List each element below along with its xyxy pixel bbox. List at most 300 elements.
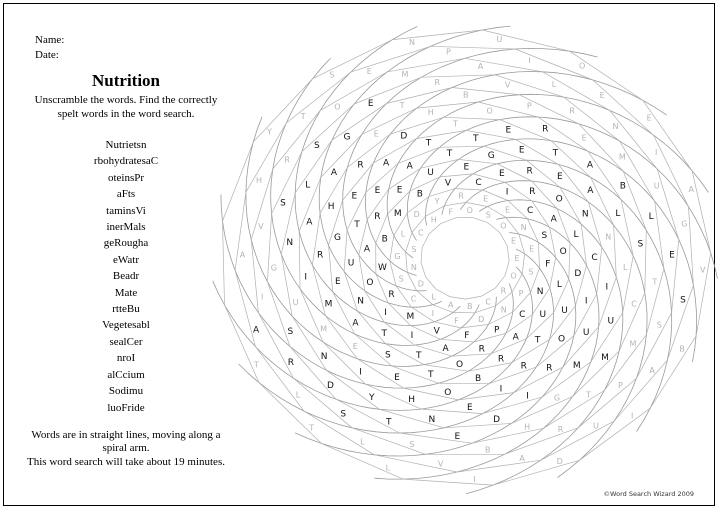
grid-cell-edge (645, 230, 647, 293)
filler-letter: C (418, 228, 424, 238)
grid-cell-edge (512, 340, 549, 363)
answer-letter: B (475, 373, 482, 384)
filler-letter: L (385, 463, 391, 473)
grid-cell-edge (259, 383, 321, 444)
filler-letter: U (496, 35, 503, 44)
answer-letter: P (493, 325, 500, 336)
grid-cell-edge (491, 339, 527, 354)
scrambled-word: Sodimu (108, 385, 144, 398)
answer-letter: R (388, 289, 395, 300)
answer-letter: I (410, 331, 414, 342)
answer-letter: I (304, 272, 308, 283)
filler-letter: E (646, 113, 652, 123)
answer-letter: N (320, 352, 328, 363)
answer-letter: G (343, 132, 351, 143)
grid-cell-edge (436, 289, 450, 297)
grid-cell-edge (527, 219, 538, 243)
answer-letter: T (425, 138, 432, 149)
grid-cell-edge (482, 288, 496, 296)
answer-letter: B (381, 234, 388, 245)
scrambled-word: oteinsPr (107, 171, 145, 184)
grid-cell-edge (440, 146, 485, 147)
filler-letter: T (309, 423, 315, 433)
instructions-text: Unscramble the words. Find the correctly spelt words in the word search. (34, 94, 218, 120)
grid-cell-edge (506, 218, 519, 235)
answer-letter: E (463, 162, 470, 173)
filler-letter: V (437, 459, 444, 469)
scrambled-word: Beadr (112, 270, 140, 283)
grid-cell-edge (403, 479, 493, 485)
answer-letter: T (427, 370, 434, 381)
filler-letter: A (448, 300, 454, 310)
grid-cell-edge (505, 428, 579, 455)
answer-letter: E (374, 186, 381, 197)
filler-letter: F (454, 316, 459, 326)
answer-letter: M (406, 312, 415, 323)
grid-cell-edge (396, 286, 411, 307)
answer-letter: S (541, 231, 548, 242)
answer-letter: R (287, 358, 295, 369)
filler-letter: L (551, 80, 557, 90)
grid-cell-edge (387, 58, 465, 72)
grid-cell-edge (321, 443, 403, 479)
filler-letter: O (510, 271, 517, 281)
filler-letter: O (486, 106, 493, 116)
grid-cell-edge (538, 242, 539, 268)
answer-letter: R (526, 166, 533, 177)
answer-letter: B (416, 189, 423, 200)
filler-letter: O (500, 221, 507, 231)
filler-letter: G (553, 393, 561, 403)
grid-cell-edge (536, 336, 574, 367)
filler-letter: I (261, 292, 264, 302)
answer-letter: N (428, 414, 436, 425)
answer-letter: I (359, 367, 362, 378)
answer-letter: C (591, 252, 598, 263)
filler-letter: I (473, 475, 476, 485)
filler-letter: R (458, 191, 464, 201)
grid-cell-edge (444, 423, 511, 427)
filler-letter: A (649, 366, 655, 375)
filler-letter: E (373, 129, 379, 139)
filler-letter: B (484, 445, 491, 455)
answer-letter: F (464, 331, 470, 342)
answer-letter: E (367, 99, 374, 109)
spiral-arm-line (292, 27, 460, 329)
grid-cell-edge (444, 202, 466, 205)
answer-letter: E (335, 277, 341, 288)
grid-cell-edge (327, 370, 380, 409)
answer-letter: O (557, 334, 566, 345)
filler-letter: Y (434, 196, 440, 206)
filler-letter: E (510, 236, 517, 246)
grid-cell-edge (255, 347, 304, 412)
grid-cell-edge (604, 335, 646, 391)
answer-letter: A (406, 161, 413, 172)
filler-letter: R (500, 286, 507, 296)
answer-letter: I (605, 282, 609, 293)
grid-cell-edge (258, 313, 293, 379)
answer-letter: I (526, 391, 529, 402)
filler-letter: L (431, 292, 436, 302)
answer-letter: L (648, 212, 654, 223)
answer-letter: E (394, 373, 400, 384)
answer-letter: O (444, 387, 452, 398)
answer-letter: D (327, 380, 334, 391)
date-label: Date: (35, 49, 59, 61)
filler-letter: S (398, 274, 404, 284)
footer-line-1: Words are in straight lines, moving along a spiral arm. (31, 428, 221, 455)
answer-letter: Y (368, 392, 375, 403)
filler-letter: M (320, 324, 328, 334)
grid-cell-edge (302, 104, 354, 152)
answer-letter: C (475, 177, 482, 188)
answer-letter: T (552, 148, 559, 159)
grid-cell-edge (390, 261, 396, 286)
filler-letter: I (528, 56, 531, 65)
filler-letter: D (478, 314, 485, 324)
answer-letter: L (556, 280, 562, 291)
filler-letter: A (688, 185, 694, 194)
filler-letter: I (631, 411, 634, 421)
filler-letter: U (292, 298, 299, 308)
filler-letter: E (514, 254, 520, 263)
answer-letter: E (351, 191, 358, 202)
answer-letter: A (550, 214, 557, 225)
grid-cell-edge (344, 271, 357, 311)
grid-cell-edge (560, 187, 581, 224)
answer-letter: U (582, 328, 590, 338)
filler-letter: B (679, 344, 685, 354)
grid-cell-edge (557, 209, 570, 243)
filler-letter: F (448, 207, 454, 217)
filler-letter: R (284, 155, 290, 165)
grid-cell-edge (417, 291, 433, 305)
grid-cell-edge (511, 397, 572, 424)
scrambled-word: alCcium (107, 368, 145, 381)
grid-cell-edge (581, 224, 586, 265)
answer-letter: H (408, 394, 416, 405)
filler-letter: D (556, 457, 563, 467)
filler-letter: O (334, 102, 341, 112)
answer-letter: F (545, 259, 551, 270)
answer-letter: R (478, 344, 485, 355)
grid-cell-edge (614, 225, 617, 277)
answer-letter: T (386, 417, 392, 428)
grid-cell-edge (620, 141, 658, 201)
answer-letter: S (385, 350, 391, 361)
answer-letter: E (498, 169, 505, 179)
filler-letter: L (400, 229, 406, 239)
answer-letter: A (253, 325, 260, 336)
grid-cell-edge (429, 189, 455, 197)
grid-cell-edge (455, 189, 483, 190)
answer-letter: C (519, 309, 526, 320)
grid-cell-edge (390, 235, 394, 260)
answer-letter: U (561, 305, 568, 316)
answer-letter: V (433, 326, 440, 337)
grid-cell-edge (421, 409, 483, 414)
grid-cell-edge (578, 378, 636, 427)
answer-letter: U (607, 316, 615, 327)
scrambled-word: eWatr (113, 253, 139, 266)
grid-cell-edge (286, 72, 351, 123)
answer-letter: R (546, 363, 553, 374)
filler-letter: G (681, 219, 688, 229)
filler-letter: V (258, 222, 264, 231)
answer-letter: D (574, 268, 582, 279)
filler-letter: M (401, 69, 409, 79)
grid-cell-edge (313, 40, 393, 79)
filler-letter: R (569, 106, 575, 116)
answer-letter: T (415, 350, 422, 361)
grid-cell-edge (472, 428, 544, 443)
filler-letter: N (500, 305, 507, 315)
answer-letter: S (340, 409, 347, 420)
grid-cell-edge (354, 77, 421, 104)
answer-letter: R (316, 250, 324, 261)
answer-letter: W (378, 262, 387, 273)
answer-letter: L (573, 230, 579, 240)
answer-letter: I (499, 384, 503, 395)
answer-letter: U (539, 310, 547, 321)
filler-letter: L (622, 263, 628, 273)
grid-cell-edge (569, 243, 570, 279)
grid-cell-edge (555, 164, 588, 205)
grid-cell-edge (299, 231, 300, 288)
answer-letter: C (526, 206, 534, 217)
grid-cell-edge (253, 79, 312, 142)
filler-letter: N (409, 38, 415, 48)
filler-letter: I (431, 309, 434, 319)
answer-letter: E (669, 250, 675, 261)
grid-cell-edge (488, 223, 500, 233)
grid-cell-edge (541, 421, 614, 460)
grid-cell-edge (563, 327, 599, 367)
grid-cell-edge (431, 46, 516, 49)
filler-letter: A (477, 62, 484, 71)
filler-letter: E (352, 342, 358, 352)
filler-letter: E (483, 194, 489, 204)
spiral-arm-line (460, 181, 647, 478)
grid-cell-edge (465, 58, 543, 72)
answer-letter: R (497, 354, 505, 365)
grid-cell-edge (281, 254, 292, 316)
grid-cell-edge (522, 254, 524, 274)
scrambled-word: aFts (116, 188, 136, 201)
answer-letter: M (572, 361, 581, 372)
filler-letter: T (585, 390, 591, 400)
filler-letter: T (300, 111, 306, 121)
filler-letter: G (394, 251, 401, 261)
grid-cell-edge (359, 255, 365, 291)
grid-cell-edge (692, 171, 711, 253)
answer-letter: U (427, 168, 434, 179)
answer-letter: E (518, 145, 525, 156)
filler-letter: I (655, 148, 658, 158)
grid-cell-edge (461, 325, 488, 328)
filler-letter: T (399, 101, 405, 111)
filler-letter: H (427, 108, 434, 118)
grid-cell-edge (588, 202, 601, 247)
answer-letter: T (354, 220, 360, 231)
grid-cell-edge (450, 297, 466, 300)
filler-letter: P (518, 288, 524, 298)
grid-cell-edge (362, 108, 417, 134)
answer-letter: N (581, 209, 589, 220)
grid-cell-edge (457, 460, 541, 472)
filler-letter: U (592, 421, 599, 431)
filler-letter: C (485, 297, 491, 307)
answer-letter: M (601, 353, 609, 364)
answer-letter: A (383, 158, 390, 169)
scrambled-word: Mate (114, 286, 138, 299)
answer-letter: A (352, 318, 359, 329)
filler-letter: A (519, 454, 525, 463)
filler-letter: H (255, 175, 263, 185)
spiral-arm-line (387, 94, 708, 258)
grid-cell-edge (505, 261, 509, 276)
filler-letter: E (529, 244, 535, 254)
credit-text: ©Word Search Wizard 2009 (603, 490, 694, 498)
spiral-arm-line (213, 267, 533, 414)
filler-letter: C (410, 294, 417, 304)
grid-cell-edge (251, 240, 258, 313)
answer-letter: D (400, 131, 408, 142)
name-label: Name: (35, 34, 65, 46)
scrambled-word: geRougha (103, 237, 149, 250)
spiral-arm-line (239, 249, 554, 433)
grid-cell-edge (579, 121, 623, 171)
grid-cell-edge (312, 265, 325, 316)
grid-cell-edge (550, 258, 556, 289)
grid-cell-edge (351, 46, 431, 72)
answer-letter: O (455, 359, 464, 370)
grid-cell-edge (406, 252, 408, 272)
answer-letter: N (286, 238, 294, 249)
answer-letter: N (357, 296, 364, 307)
answer-letter: N (536, 286, 544, 297)
filler-letter: N (520, 222, 527, 232)
filler-letter: U (653, 181, 660, 191)
grid-cell-edge (508, 201, 528, 219)
answer-letter: A (587, 186, 594, 197)
grid-cell-edge (500, 233, 508, 246)
grid-cell-edge (223, 142, 254, 221)
grid-cell-edge (505, 182, 532, 201)
filler-letter: T (452, 119, 458, 129)
answer-letter: D (493, 415, 501, 425)
answer-letter: L (615, 208, 621, 219)
grid-cell-edge (621, 200, 633, 256)
spiral-arm-line (292, 233, 576, 457)
grid-cell-edge (493, 460, 579, 485)
filler-letter: D (417, 279, 424, 289)
filler-letter: R (434, 77, 441, 87)
answer-letter: I (505, 187, 509, 198)
scrambled-word: sealCer (109, 335, 143, 348)
scrambled-word: taminsVi (106, 204, 146, 217)
grid-cell-edge (466, 296, 482, 299)
grid-cell-edge (441, 218, 456, 224)
worksheet-title: Nutrition (92, 71, 160, 90)
answer-letter: T (446, 149, 453, 159)
answer-letter: E (557, 172, 563, 183)
answer-letter: E (505, 125, 512, 136)
filler-letter: M (618, 152, 626, 162)
scrambled-word: Nutrietsn (105, 139, 147, 151)
grid-cell-edge (421, 247, 422, 262)
answer-letter: E (467, 403, 473, 414)
answer-letter: I (584, 296, 588, 307)
answer-letter: T (381, 328, 387, 339)
grid-cell-edge (390, 117, 443, 134)
filler-letter: L (360, 437, 365, 447)
answer-letter: A (363, 244, 371, 255)
filler-letter: V (504, 80, 511, 90)
answer-letter: R (357, 160, 364, 171)
scrambled-word: rtteBu (112, 303, 140, 316)
answer-letter: E (396, 185, 403, 196)
grid-cell-edge (387, 88, 452, 104)
filler-letter: S (409, 440, 415, 450)
scrambled-word: Vegetesabl (102, 319, 150, 332)
answer-letter: O (366, 277, 374, 288)
answer-letter: R (374, 212, 381, 223)
grid-cell-edge (429, 223, 441, 233)
filler-letter: P (445, 47, 451, 57)
filler-letter: N (605, 232, 612, 242)
grid-cell-edge (393, 30, 483, 40)
filler-letter: R (557, 424, 564, 434)
filler-letter: N (410, 262, 417, 272)
answer-letter: V (444, 178, 452, 189)
grid-cell-edge (570, 51, 643, 100)
grid-cell-edge (483, 397, 542, 414)
filler-letter: B (463, 90, 469, 100)
filler-letter: H (430, 215, 437, 225)
answer-letter: A (442, 343, 449, 354)
answer-letter: G (334, 232, 341, 243)
filler-letter: E (504, 205, 511, 215)
scrambled-word: inerMals (106, 221, 146, 234)
answer-letter: S (680, 295, 686, 306)
spiral-arm-line (246, 117, 496, 370)
filler-letter: D (413, 210, 420, 220)
grid-cell-edge (389, 168, 421, 189)
grid-cell-edge (225, 305, 260, 383)
grid-cell-edge (426, 277, 436, 289)
answer-letter: A (512, 332, 519, 343)
filler-letter: N (612, 121, 619, 131)
answer-letter: M (393, 208, 402, 219)
scrambled-word: luoFride (107, 401, 145, 414)
grid-cell-edge (398, 147, 439, 163)
filler-letter: A (239, 250, 246, 260)
filler-letter: L (295, 390, 301, 400)
answer-letter: I (384, 308, 387, 319)
answer-letter: S (287, 327, 294, 337)
grid-cell-edge (550, 227, 556, 257)
answer-letter: M (324, 299, 333, 310)
scrambled-word: rbohydratesaC (93, 155, 159, 168)
filler-letter: B (467, 302, 473, 312)
grid-cell-edge (365, 291, 385, 323)
filler-letter: E (581, 133, 587, 143)
filler-letter: T (652, 277, 658, 287)
grid-cell-edge (507, 246, 509, 261)
filler-letter: S (485, 210, 491, 220)
